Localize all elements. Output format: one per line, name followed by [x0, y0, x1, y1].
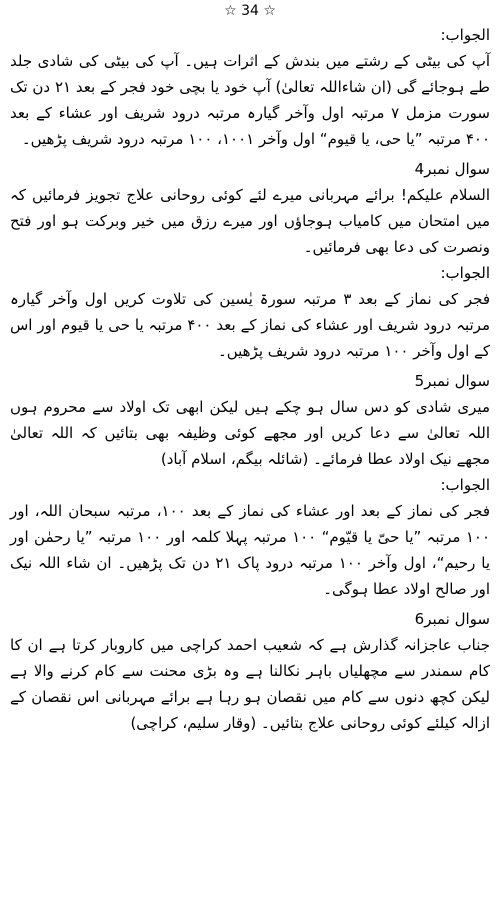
question-text: جناب عاجزانہ گذارش ہے کہ شعیب احمد کراچی میں کاروبار کرتا ہے ان کا کام سمندر سے مچھلیاں باہر نکالنا ہے وہ بڑی محنت سے کام کرنے والا ہے لیکن کچھ دنوں سے کام میں نقصان ہو رہا ہے برائے مہربانی اس نقصان کے ازالہ کیلئے کوئی روحانی علاج بتائیں۔ (وقار سلیم، کراچی)	[10, 636, 490, 732]
question-text: میری شادی کو دس سال ہو چکے ہیں لیکن ابھی تک اولاد سے محروم ہوں اللہ تعالیٰ سے دعا کریں اور مجھے کوئی وظیفہ بھی بتائیں کہ اللہ تعالیٰ مجھے نیک اولاد عطا فرمائے۔ (شائلہ بیگم، اسلام آباد)	[10, 398, 490, 468]
question-heading: سوال نمبر4	[414, 160, 490, 178]
answer-text: فجر کی نماز کے بعد ۳ مرتبہ سورۃ یٰسین کی تلاوت کریں اول وآخر گیارہ مرتبہ درود شریف اور عشاء کی نماز کے بعد ۴۰۰ مرتبہ یا حی یا قیوم اور اس کے اول وآخر ۱۰۰ مرتبہ درود شریف پڑھیں۔	[10, 290, 490, 360]
answer-heading: الجواب:	[440, 476, 490, 494]
question-text: السلام علیکم! برائے مہربانی میرے لئے کوئی روحانی علاج تجویز فرمائیں کہ میں امتحان میں کامیاب ہوجاؤں اور میرے رزق میں خیر وبرکت ہو اور فتح ونصرت کی دعا بھی فرمائیں۔	[10, 186, 490, 256]
question-heading: سوال نمبر5	[414, 372, 490, 390]
page-number: ☆ 34 ☆	[224, 3, 276, 19]
answer-text: آپ کی بیٹی کے رشتے میں بندش کے اثرات ہیں۔ آپ کی بیٹی کی شادی جلد طے ہوجائے گی (ان شاءاللہ تعالیٰ) آپ خود یا بچی خود فجر کے بعد ۲۱ دن تک سورت مزمل ۷ مرتبہ اول وآخر گیارہ مرتبہ درود شریف اور عشاء کے بعد ۴۰۰ مرتبہ ”یا حی، یا قیوم“ اول وآخر ۱۰۰۱، ۱۰۰ مرتبہ درود شریف پڑھیں۔	[10, 52, 490, 148]
question-heading: سوال نمبر6	[414, 610, 490, 628]
qa-content	[10, 22, 490, 736]
answer-text: فجر کی نماز کے بعد اور عشاء کی نماز کے بعد ۱۰۰، مرتبہ سبحان اللہ، اور ۱۰۰ مرتبہ ”یا حیّ یا قیّوم“ ۱۰۰ مرتبہ پہلا کلمہ اور ۱۰۰ مرتبہ ”یا رحمٰن اور یا رحیم“، اول وآخر ۱۰۰ مرتبہ درود پاک ۲۱ دن تک پڑھیں۔ ان شاء اللہ نیک اور صالح اولاد عطا ہوگی۔	[10, 502, 490, 598]
answer-heading: الجواب:	[440, 26, 490, 44]
answer-heading: الجواب:	[440, 264, 490, 282]
